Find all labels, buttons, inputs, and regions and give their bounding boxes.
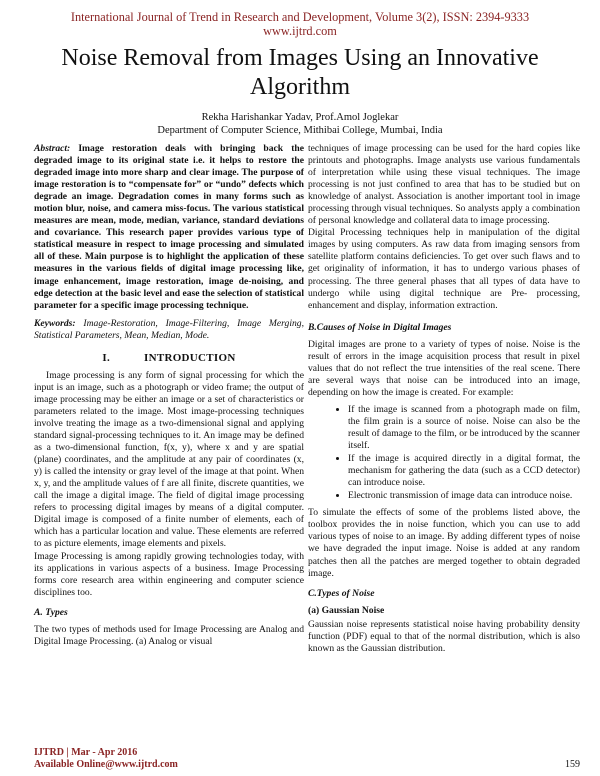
intro-paragraph-2: Image Processing is among rapidly growing technologies today, with its applications in various aspects of a business. Image Processing forms core research area within engineering and computer science disciplines too. [34, 550, 304, 598]
list-item: • If the image is scanned from a photograph made on film, the film grain is a source of noise. Noise can also be the result of damage to the film, or be introduced by the scanner itself. [348, 404, 580, 452]
journal-url[interactable]: www.ijtrd.com [263, 24, 337, 38]
abstract-text: Image restoration deals with bringing back the degraded image to its original state i.e. it helps to restore the degraded image into more sharp and clear image. The purpose of image restoration is to “compensate for” or “undo” defects which degrade an image. Degradation comes in many forms such as motion blur, noise, and camera miss-focus. The various statistical measures are mean, mode, median, variance, standard deviations and covariance. This research paper provides various type of statistical measure in respect to image processing and simulated all of these. Main purpose is to highlight the application of these measures in the various fields of digital image processing like, image enhancement, image restoration, image de-noising, and edge detection at the basic level and ease the selection of statistical parameter for a specific image processing technique. [34, 143, 304, 311]
subsection-heading-noise-types: C.Types of Noise [308, 587, 375, 599]
title-line-2: Algorithm [250, 74, 350, 100]
keywords-label: Keywords: [34, 317, 76, 329]
footer-issue: IJTRD | Mar - Apr 2016 [34, 747, 138, 758]
author-block [0, 111, 600, 137]
abstract [34, 143, 304, 312]
right-paragraph-2: Digital Processing techniques help in manipulation of the digital images by using computers. As raw data from imaging sensors from satellite platform contains deficiencies. To get over such flaws and to get originality of information, it has to undergo various phases of processing. The three general phases that all types of data have to undergo while using digital technique are Pre- processing, enhancement and display, information extraction. [308, 227, 580, 311]
subsection-heading-types: A. Types [34, 606, 68, 618]
affiliation: Department of Computer Science, Mithibai College, Mumbai, India [157, 125, 443, 136]
footer-available[interactable]: Available Online@www.ijtrd.com [34, 759, 178, 770]
section-title: INTRODUCTION [144, 351, 236, 364]
list-item: • If the image is acquired directly in a digital format, the mechanism for gathering the data (such as a CCD detector) can introduce noise. [348, 453, 580, 489]
section-heading-introduction [34, 352, 304, 364]
intro-paragraph-1: Image processing is any form of signal processing for which the input is an image, such as a photograph or video frame; the output of image processing may be either an image or a set of characteristics or parameters related to the image. Most image-processing techniques involve treating the image as a two-dimensional signal and applying standard signal-processing techniques to it. An image may be defined as a two-dimensional function, f(x, y), where x and y are spatial (plane) coordinates, and the amplitude at any pair of coordinates (x, y) is called the intensity or gray level of the image at that point. When x, y, and the amplitude values of f are all finite, discrete quantities, we call the image a digital image. The field of digital image processing refers to processing digital images by means of a digital computer. Digital image is composed of a finite number of elements, each of which has a particular location and value. These elements are referred to as picture elements, image elements and pixels. [34, 369, 304, 550]
list-item: • Electronic transmission of image data can introduce noise. [348, 490, 580, 502]
noise-simulation-paragraph: To simulate the effects of some of the problems listed above, the toolbox provides the in noise function, which you can use to add various types of noise to an image. By adding different types of noise we have degraded the input image. Noise is added at any random patches then all the patches are merged together to obtain degraded image. [308, 507, 580, 579]
causes-list [308, 404, 580, 502]
types-paragraph: The two types of methods used for Image Processing are Analog and Digital Image Processing. (a) Analog or visual [34, 623, 304, 647]
keywords [34, 318, 304, 342]
left-column [34, 143, 304, 648]
gaussian-paragraph: Gaussian noise represents statistical noise having probability density function (PDF) equal to that of the normal distribution, which is also known as the Gaussian distribution. [308, 618, 580, 654]
causes-paragraph: Digital images are prone to a variety of types of noise. Noise is the result of errors in the image acquisition process that result in pixel values that do not reflect the true intensities of the real scene. There are several ways that noise can be introduced into an image, depending on how the image is created. For example: [308, 338, 580, 398]
subsection-heading-causes: B.Causes of Noise in Digital Images [308, 321, 452, 333]
authors: Rekha Harishankar Yadav, Prof.Amol Joglekar [201, 112, 399, 123]
page-number: 159 [565, 759, 580, 770]
page-footer [34, 747, 580, 771]
subsubsection-gaussian-noise: (a) Gaussian Noise [308, 604, 385, 616]
paper-title [30, 44, 570, 102]
right-column [308, 143, 580, 655]
title-line-1: Noise Removal from Images Using an Innovative [61, 45, 539, 71]
journal-title: International Journal of Trend in Research and Development, Volume 3(2), ISSN: 2394-9333 [70, 10, 530, 24]
section-number: I. [102, 351, 110, 364]
abstract-label: Abstract: [34, 143, 71, 154]
journal-header [0, 10, 600, 38]
keywords-text: Image-Restoration, Image-Filtering, Image Merging, Statistical Parameters, Mean, Median, Mode. [34, 317, 304, 341]
right-paragraph-1: techniques of image processing can be used for the hard copies like printouts and photographs. Image analysts use various fundamentals of interpretation while using these visual techniques. The image processing is not just confined to area that has to be studied but on knowledge of analyst. Association is another important tool in image processing through visual techniques. So analysts apply a combination of personal knowledge and collateral data to image processing. [308, 143, 580, 227]
